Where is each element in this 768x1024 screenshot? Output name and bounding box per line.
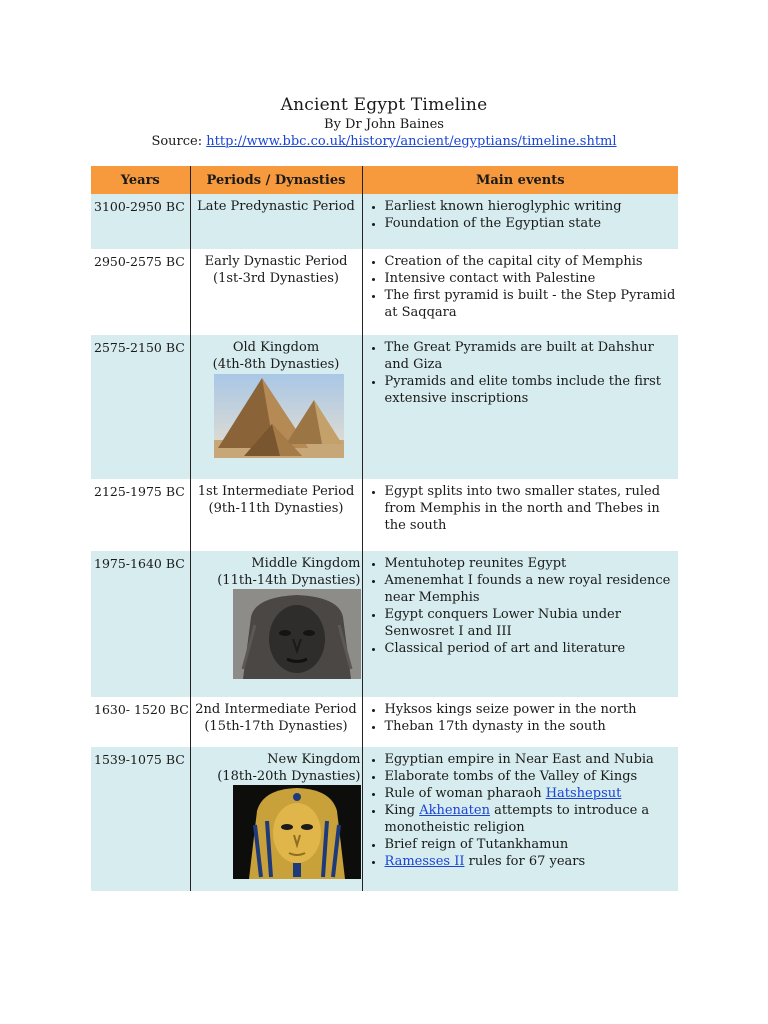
event-item: • Brief reign of Tutankhamun: [385, 836, 677, 853]
column-header-years: Years: [91, 166, 190, 194]
event-text: rules for 67 years: [464, 854, 586, 869]
table-row: [91, 249, 678, 335]
source-label: Source:: [151, 134, 203, 149]
event-item: • Foundation of the Egyptian state: [385, 215, 677, 232]
row-period: [190, 335, 362, 479]
event-item: • Classical period of art and literature: [385, 640, 677, 657]
row-events: [362, 697, 678, 747]
row-events: [362, 747, 678, 891]
row-period: [190, 747, 362, 891]
row-events: [362, 479, 678, 551]
timeline-table: [91, 166, 678, 891]
period-dynasties: (1st-3rd Dynasties): [213, 271, 339, 286]
row-period: [190, 249, 362, 335]
event-item: • Intensive contact with Palestine: [385, 270, 677, 287]
period-name: Early Dynastic Period: [204, 254, 348, 269]
row-years: 2575-2150 BC: [91, 335, 190, 479]
event-item: • Earliest known hieroglyphic writing: [385, 198, 677, 215]
row-events: [362, 335, 678, 479]
row-years: 2950-2575 BC: [94, 254, 185, 269]
pharaoh-statue-photo: [233, 589, 361, 679]
events-list: [367, 198, 677, 232]
row-events: [362, 249, 678, 335]
event-item: • Pyramids and elite tombs include the first extensive inscriptions: [385, 373, 677, 407]
event-item: [385, 785, 677, 802]
event-text: Rule of woman pharaoh: [384, 786, 546, 801]
event-item: [385, 802, 677, 836]
document-header: [0, 94, 768, 151]
hatshepsut-link[interactable]: Hatshepsut: [545, 786, 622, 801]
source-link[interactable]: http://www.bbc.co.uk/history/ancient/egyptians/timeline.shtml: [206, 134, 617, 149]
event-item: [385, 853, 677, 870]
column-header-events: Main events: [362, 166, 678, 194]
table-row: [91, 335, 678, 479]
period-name: 1st Intermediate Period: [197, 484, 355, 499]
events-list: [367, 483, 677, 534]
period-name: 2nd Intermediate Period: [195, 702, 357, 717]
table-header-row: [91, 166, 678, 194]
event-item: • Egypt splits into two smaller states, ruled from Memphis in the north and Thebes in the south: [385, 483, 677, 534]
row-years: 3100-2950 BC: [91, 194, 190, 249]
event-text: attempts to introduce a monotheistic religion: [384, 803, 650, 835]
row-years: 1975-1640 BC: [91, 551, 190, 697]
event-item: • Egypt conquers Lower Nubia under Senwosret I and III: [385, 606, 677, 640]
event-item: • The Great Pyramids are built at Dahshur and Giza: [385, 339, 677, 373]
akhenaten-link[interactable]: Akhenaten: [419, 803, 490, 818]
period-dynasties: (9th-11th Dynasties): [208, 501, 344, 516]
column-header-periods: Periods / Dynasties: [190, 166, 362, 194]
row-years: 1630- 1520 BC: [94, 702, 189, 717]
event-item: • The first pyramid is built - the Step Pyramid at Saqqara: [385, 287, 677, 321]
period-name: New Kingdom: [267, 752, 361, 767]
event-item: • Amenemhat I founds a new royal residence near Memphis: [385, 572, 677, 606]
event-item: • Creation of the capital city of Memphis: [385, 253, 677, 270]
row-period: [190, 551, 362, 697]
table-row: [91, 194, 678, 249]
events-list: [367, 751, 677, 870]
events-list: [367, 701, 677, 735]
event-item: • Egyptian empire in Near East and Nubia: [385, 751, 677, 768]
row-events: [362, 194, 678, 249]
event-item: • Mentuhotep reunites Egypt: [385, 555, 677, 572]
document-title: Ancient Egypt Timeline: [280, 95, 488, 115]
event-item: • Hyksos kings seize power in the north: [385, 701, 677, 718]
source-line: [0, 133, 768, 151]
table-row: [91, 747, 678, 891]
pyramids-photo: [214, 374, 344, 458]
table-row: [91, 697, 678, 747]
period-dynasties: (18th-20th Dynasties): [217, 769, 361, 784]
period-name: Middle Kingdom: [251, 556, 361, 571]
row-years: 2125-1975 BC: [94, 484, 185, 499]
event-item: • Theban 17th dynasty in the south: [385, 718, 677, 735]
period-dynasties: (4th-8th Dynasties): [212, 357, 340, 372]
ramesses-ii-link[interactable]: Ramesses II: [384, 854, 465, 869]
row-period: [190, 194, 362, 249]
period-dynasties: (11th-14th Dynasties): [217, 573, 361, 588]
period-name: Old Kingdom: [232, 340, 320, 355]
table-row: [91, 479, 678, 551]
period-name: Late Predynastic Period: [197, 199, 355, 214]
events-list: [367, 339, 677, 407]
row-period: [190, 479, 362, 551]
event-text: King: [384, 803, 420, 818]
row-events: [362, 551, 678, 697]
events-list: [367, 555, 677, 657]
tutankhamun-mask-photo: [233, 785, 361, 879]
period-dynasties: (15th-17th Dynasties): [204, 719, 348, 734]
events-list: [367, 253, 677, 321]
event-item: • Elaborate tombs of the Valley of Kings: [385, 768, 677, 785]
document-byline: By Dr John Baines: [324, 117, 444, 132]
row-period: [190, 697, 362, 747]
table-row: [91, 551, 678, 697]
row-years: 1539-1075 BC: [91, 747, 190, 891]
